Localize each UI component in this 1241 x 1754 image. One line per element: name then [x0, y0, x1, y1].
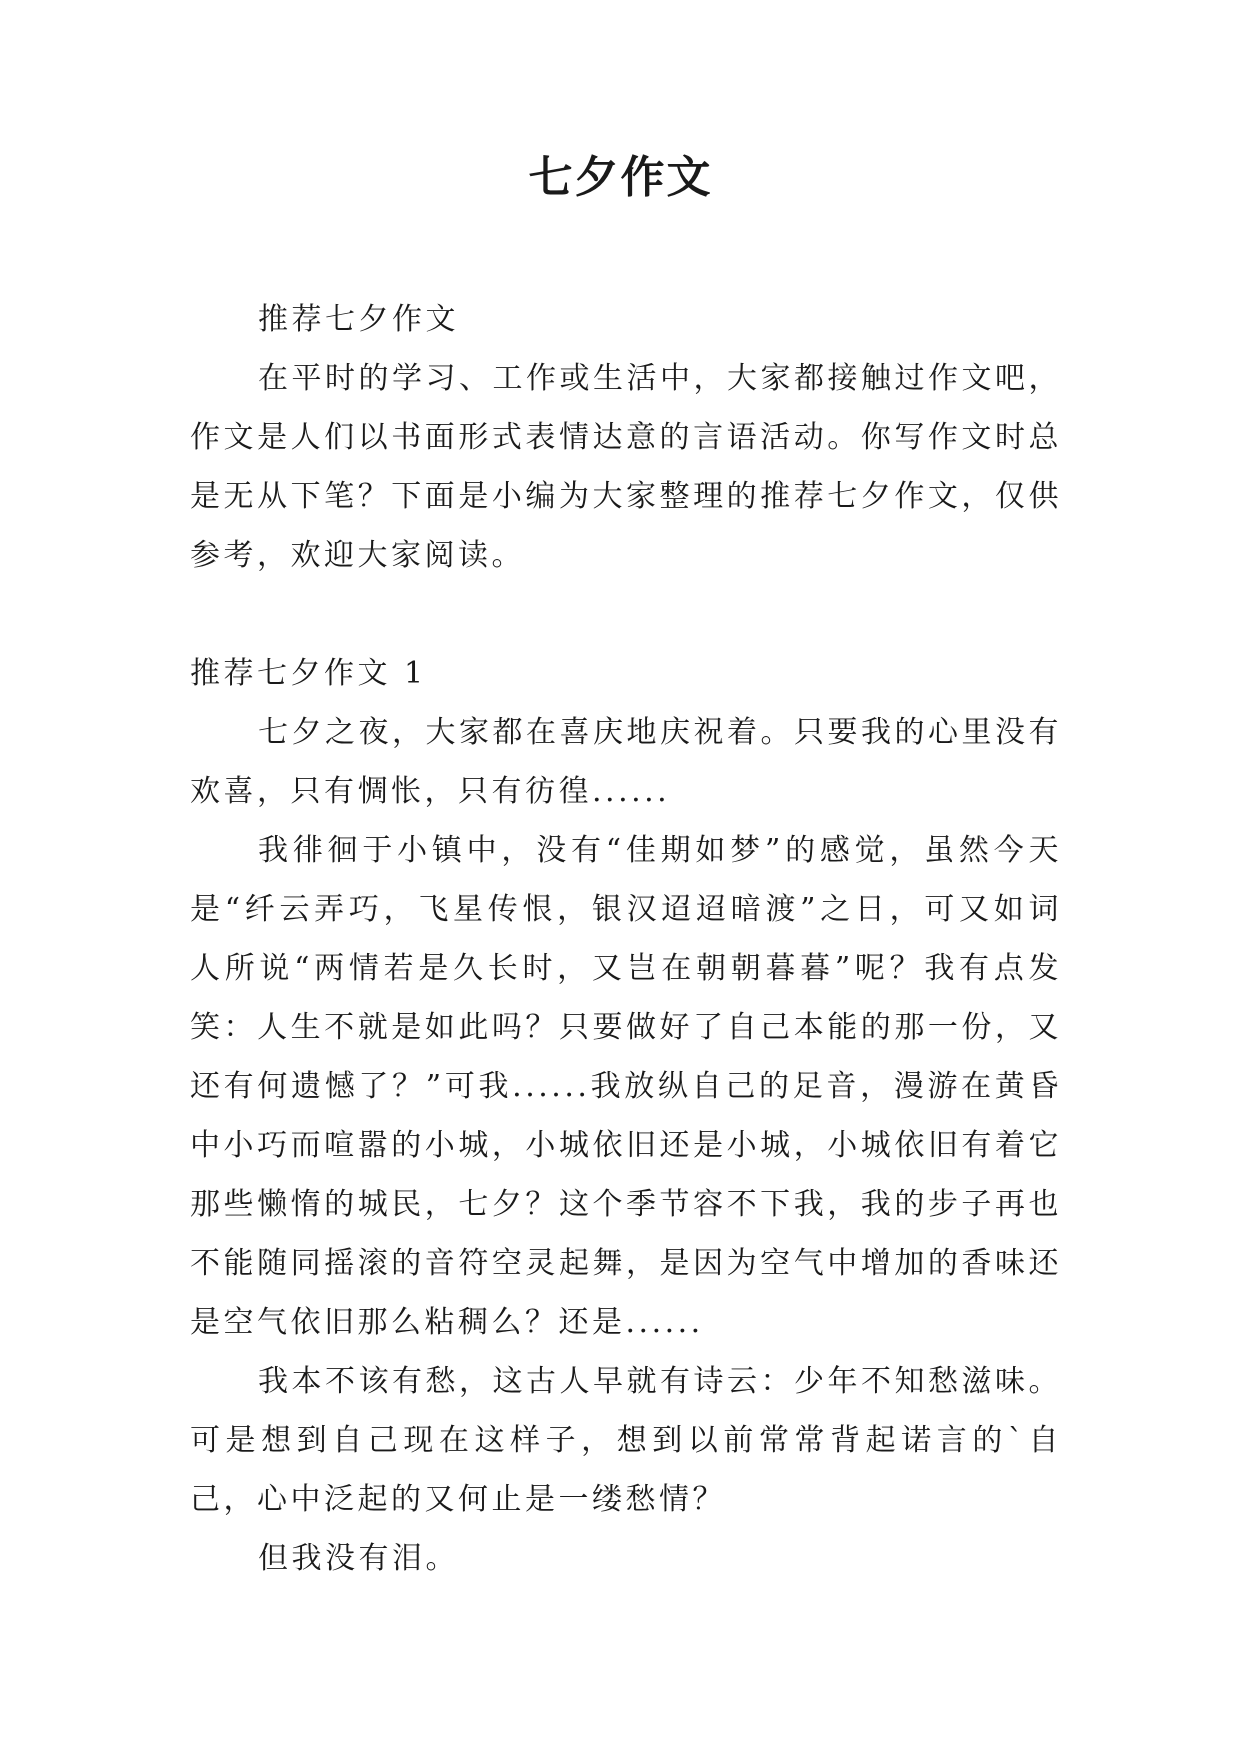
document-body: [190, 290, 1062, 1588]
page-title: 七夕作文: [528, 152, 713, 203]
body-paragraph: 七夕之夜，大家都在喜庆地庆祝着。只要我的心里没有欢喜，只有惆怅，只有彷徨......: [190, 715, 1062, 809]
section-spacer: [190, 585, 1062, 644]
body-paragraph: 我本不该有愁，这古人早就有诗云：少年不知愁滋味。可是想到自己现在这样子，想到以前常常背起诺言的`自己，心中泛起的又何止是一缕愁情？: [190, 1364, 1062, 1517]
body-paragraph: 但我没有泪。: [258, 1541, 459, 1576]
body-paragraph: 我徘徊于小镇中，没有“佳期如梦”的感觉，虽然今天是“纤云弄巧，飞星传恨，银汉迢迢暗渡”之日，可又如词人所说“两情若是久长时，又岂在朝朝暮暮”呢？我有点发笑：人生不就是如此吗？只要做好了自己本能的那一份，又还有何遗憾了？”可我......我放纵自己的足音，漫游在黄昏中小巧而喧嚣的小城，小城依旧还是小城，小城依旧有着它那些懒惰的城民，七夕？这个季节容不下我，我的步子再也不能随同摇滚的音符空灵起舞，是因为空气中增加的香味还是空气依旧那么粘稠么？还是......: [190, 833, 1062, 1340]
section-heading: 推荐七夕作文 1: [190, 656, 427, 691]
intro-paragraph: 在平时的学习、工作或生活中，大家都接触过作文吧，作文是人们以书面形式表情达意的言语活动。你写作文时总是无从下笔？下面是小编为大家整理的推荐七夕作文，仅供参考，欢迎大家阅读。: [190, 361, 1062, 573]
intro-heading: 推荐七夕作文: [258, 302, 459, 337]
